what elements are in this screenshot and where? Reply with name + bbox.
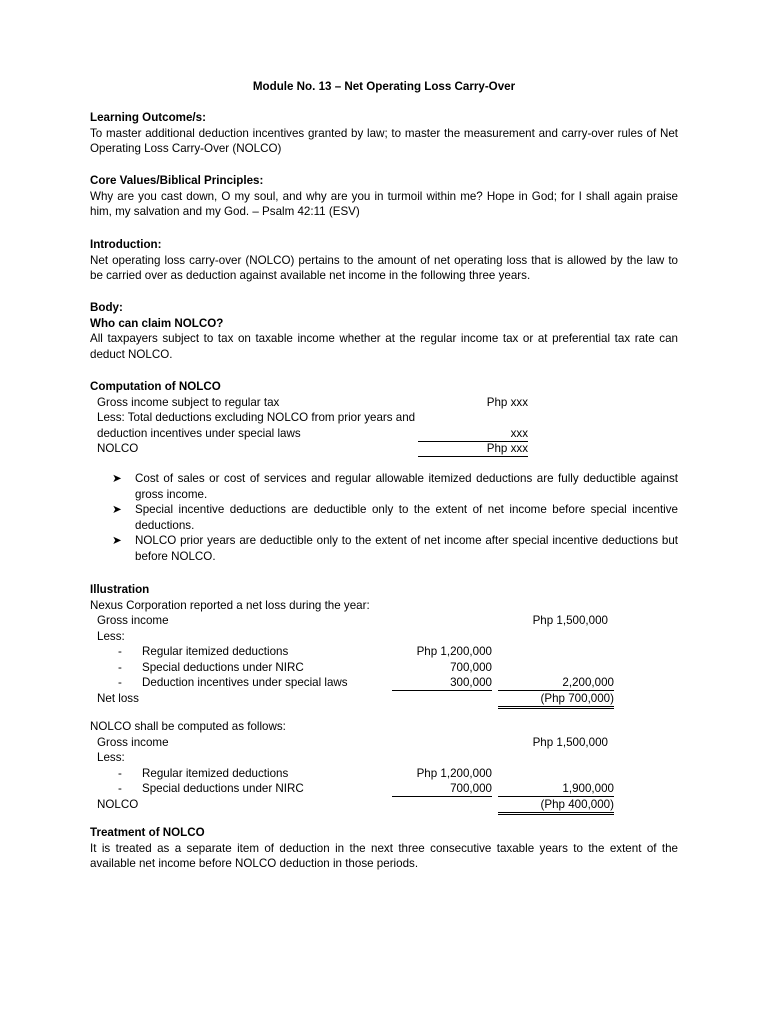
gross-income-label: Gross income xyxy=(97,735,169,749)
list-item xyxy=(90,533,678,564)
net-loss-value: (Php 700,000) xyxy=(498,691,614,709)
computation-label: deduction incentives under special laws xyxy=(97,426,301,440)
treatment-section xyxy=(90,825,678,872)
illustration-intro: Nexus Corporation reported a net loss during the year: xyxy=(90,598,370,612)
less-label: Less: xyxy=(97,751,125,764)
gross-income-label: Gross income xyxy=(97,614,169,627)
gross-income-value: Php 1,500,000 xyxy=(532,614,608,627)
page-title: Module No. 13 – Net Operating Loss Carry-Over xyxy=(252,80,516,93)
core-values-text: Why are you cast down, O my soul, and why are you in turmoil within me? Hope in God; for I shall again praise him, my salvation and my God. – Psalm 42:11 (ESV) xyxy=(90,189,678,218)
nolco-value: (Php 400,000) xyxy=(498,797,614,815)
deduction-amount: 300,000 xyxy=(392,675,492,691)
learning-outcome-section xyxy=(90,110,678,157)
arrow-bullet-icon: ➤ xyxy=(112,534,122,547)
deduction-total: 2,200,000 xyxy=(498,675,614,691)
treatment-heading: Treatment of NOLCO xyxy=(90,826,205,839)
deduction-total: 1,900,000 xyxy=(498,781,614,797)
dash-bullet: - xyxy=(118,660,122,674)
illustration-section xyxy=(90,582,678,706)
illustration-row xyxy=(90,613,678,629)
deduction-label: Regular itemized deductions xyxy=(142,766,289,780)
learning-outcome-heading: Learning Outcome/s: xyxy=(90,111,206,124)
who-can-claim-text: All taxpayers subject to tax on taxable income whether at the regular income tax or at preferential tax rate can deduct NOLCO. xyxy=(90,332,678,361)
nolco-row xyxy=(90,735,678,751)
deduction-label: Special deductions under NIRC xyxy=(142,782,304,795)
list-item xyxy=(90,471,678,502)
illustration-row xyxy=(90,691,678,707)
less-label: Less: xyxy=(97,629,125,643)
body-heading: Body: xyxy=(90,301,123,314)
deduction-row xyxy=(90,660,678,676)
deduction-label: Regular itemized deductions xyxy=(142,645,289,658)
core-values-section xyxy=(90,173,678,220)
illustration-row xyxy=(90,629,678,645)
computation-label: Gross income subject to regular tax xyxy=(97,395,280,409)
computation-heading: Computation of NOLCO xyxy=(90,380,221,393)
computation-label: NOLCO xyxy=(97,442,139,455)
net-loss-label: Net loss xyxy=(97,691,139,705)
computation-label: Less: Total deductions excluding NOLCO from prior years and xyxy=(97,411,416,424)
nolco-calc-section xyxy=(90,719,678,812)
body-section xyxy=(90,300,678,362)
arrow-bullet-icon: ➤ xyxy=(112,472,122,485)
deduction-row xyxy=(90,766,678,782)
deduction-row xyxy=(90,675,678,691)
list-item-text: Special incentive deductions are deductible only to the extent of net income before special incentive deductions. xyxy=(135,503,678,532)
list-item xyxy=(90,502,678,533)
computation-value: Php xxx xyxy=(418,441,528,457)
deduction-amount: 700,000 xyxy=(450,660,492,674)
list-item-text: NOLCO prior years are deductible only to the extent of net income after special incentive deductions but before NOLCO. xyxy=(135,534,678,563)
computation-row xyxy=(90,441,678,457)
introduction-section xyxy=(90,237,678,284)
learning-outcome-text: To master additional deduction incentives granted by law; to master the measurement and carry-over rules of Net Operating Loss Carry-Over (NOLCO) xyxy=(90,126,678,155)
dash-bullet: - xyxy=(118,676,122,689)
nolco-calc-intro: NOLCO shall be computed as follows: xyxy=(90,720,286,733)
dash-bullet: - xyxy=(118,766,122,780)
computation-value: xxx xyxy=(418,426,528,442)
deduction-amount: Php 1,200,000 xyxy=(416,645,492,658)
computation-row xyxy=(90,410,678,426)
deduction-amount: 700,000 xyxy=(392,781,492,797)
nolco-row xyxy=(90,797,678,813)
arrow-bullet-icon: ➤ xyxy=(112,503,122,516)
dash-bullet: - xyxy=(118,782,122,795)
treatment-text: It is treated as a separate item of deduction in the next three consecutive taxable years to the extent of the available net income before NOLCO deduction in those periods. xyxy=(90,841,678,870)
deduction-row xyxy=(90,644,678,660)
deduction-label: Deduction incentives under special laws xyxy=(142,676,348,689)
introduction-heading: Introduction: xyxy=(90,238,162,251)
computation-row xyxy=(90,395,678,411)
deduction-amount: Php 1,200,000 xyxy=(416,766,492,780)
deduction-label: Special deductions under NIRC xyxy=(142,660,304,674)
core-values-heading: Core Values/Biblical Principles: xyxy=(90,174,264,187)
nolco-row xyxy=(90,750,678,766)
illustration-heading: Illustration xyxy=(90,583,150,596)
computation-row xyxy=(90,426,678,442)
deduction-row xyxy=(90,781,678,797)
gross-income-value: Php 1,500,000 xyxy=(532,735,608,749)
computation-value: Php xxx xyxy=(486,395,528,409)
bullet-list xyxy=(90,471,678,564)
dash-bullet: - xyxy=(118,645,122,658)
introduction-text: Net operating loss carry-over (NOLCO) pertains to the amount of net operating loss that is allowed by the law to be carried over as deduction against available net income in the following three years. xyxy=(90,253,678,282)
who-can-claim-heading: Who can claim NOLCO? xyxy=(90,316,224,330)
computation-section xyxy=(90,379,678,457)
nolco-label: NOLCO xyxy=(97,797,139,811)
list-item-text: Cost of sales or cost of services and regular allowable itemized deductions are fully deductible against gross income. xyxy=(135,472,678,501)
